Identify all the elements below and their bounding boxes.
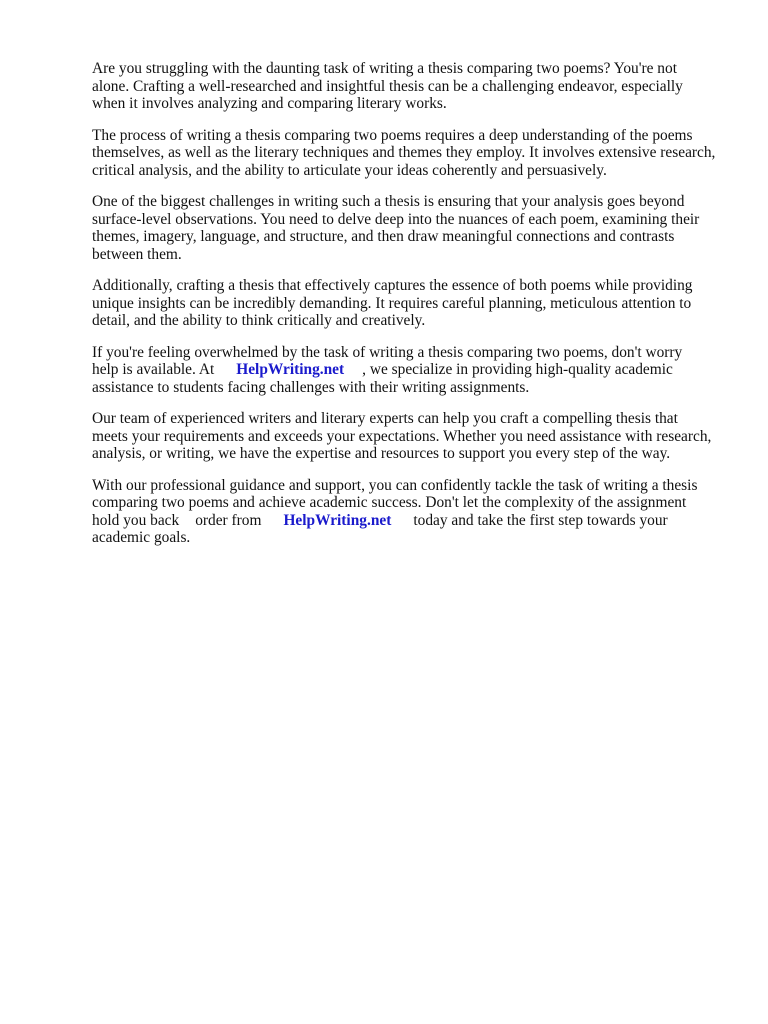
text-line: surface-level observations. You need to delve deep into the nuances of each poem, examining their — [92, 210, 700, 228]
text-line: critical analysis, and the ability to articulate your ideas coherently and persuasively. — [92, 161, 607, 179]
text-line: Additionally, crafting a thesis that effectively captures the essence of both poems while providing — [92, 277, 693, 294]
paragraph-help — [92, 344, 732, 397]
text-line: One of the biggest challenges in writing such a thesis is ensuring that your analysis goes beyond — [92, 193, 685, 210]
text-line: academic goals. — [92, 529, 191, 546]
paragraph-additionally — [92, 277, 732, 330]
text-line: comparing two poems and achieve academic success. Don't let the complexity of the assignment — [92, 494, 687, 511]
text-line: assistance to students facing challenges with their writing assignments. — [92, 378, 530, 396]
paragraph-closing — [92, 477, 732, 547]
text-fragment: help is available. At — [92, 361, 215, 378]
text-fragment: hold you back — [92, 511, 180, 529]
helpwriting-link[interactable]: HelpWriting.net — [283, 511, 392, 529]
text-line: themes, imagery, language, and structure, and then draw meaningful connections and contrasts — [92, 228, 675, 245]
text-line: unique insights can be incredibly demanding. It requires careful planning, meticulous attention to — [92, 294, 692, 312]
paragraph-intro — [92, 60, 732, 113]
text-line: The process of writing a thesis comparing two poems requires a deep understanding of the poems — [92, 126, 693, 144]
text-line — [92, 361, 732, 379]
paragraph-challenges — [92, 193, 732, 263]
text-line: Our team of experienced writers and literary experts can help you craft a compelling thesis that — [92, 410, 678, 427]
text-line: when it involves analyzing and comparing literary works. — [92, 95, 447, 112]
document-body — [92, 60, 732, 561]
text-fragment: , we specialize in providing high-quality academic — [362, 361, 673, 378]
text-fragment: order from — [195, 511, 262, 529]
text-line: meets your requirements and exceeds your expectations. Whether you need assistance with research, — [92, 427, 712, 445]
text-line: If you're feeling overwhelmed by the task of writing a thesis comparing two poems, don't worry — [92, 343, 683, 361]
text-line: themselves, as well as the literary techniques and themes they employ. It involves extensive research, — [92, 144, 716, 161]
text-line: between them. — [92, 245, 182, 263]
paragraph-process — [92, 127, 732, 180]
helpwriting-link[interactable]: HelpWriting.net — [236, 361, 345, 378]
paragraph-team — [92, 410, 732, 463]
text-line: analysis, or writing, we have the expertise and resources to support you every step of the way. — [92, 445, 671, 462]
text-line: detail, and the ability to think critically and creatively. — [92, 312, 426, 329]
text-line: Are you struggling with the daunting task of writing a thesis comparing two poems? You're not — [92, 60, 677, 77]
text-line: alone. Crafting a well-researched and insightful thesis can be a challenging endeavor, especially — [92, 77, 683, 95]
text-fragment: today and take the first step towards your — [413, 511, 668, 529]
text-line: With our professional guidance and support, you can confidently tackle the task of writing a thesis — [92, 476, 698, 494]
text-line — [92, 512, 732, 530]
